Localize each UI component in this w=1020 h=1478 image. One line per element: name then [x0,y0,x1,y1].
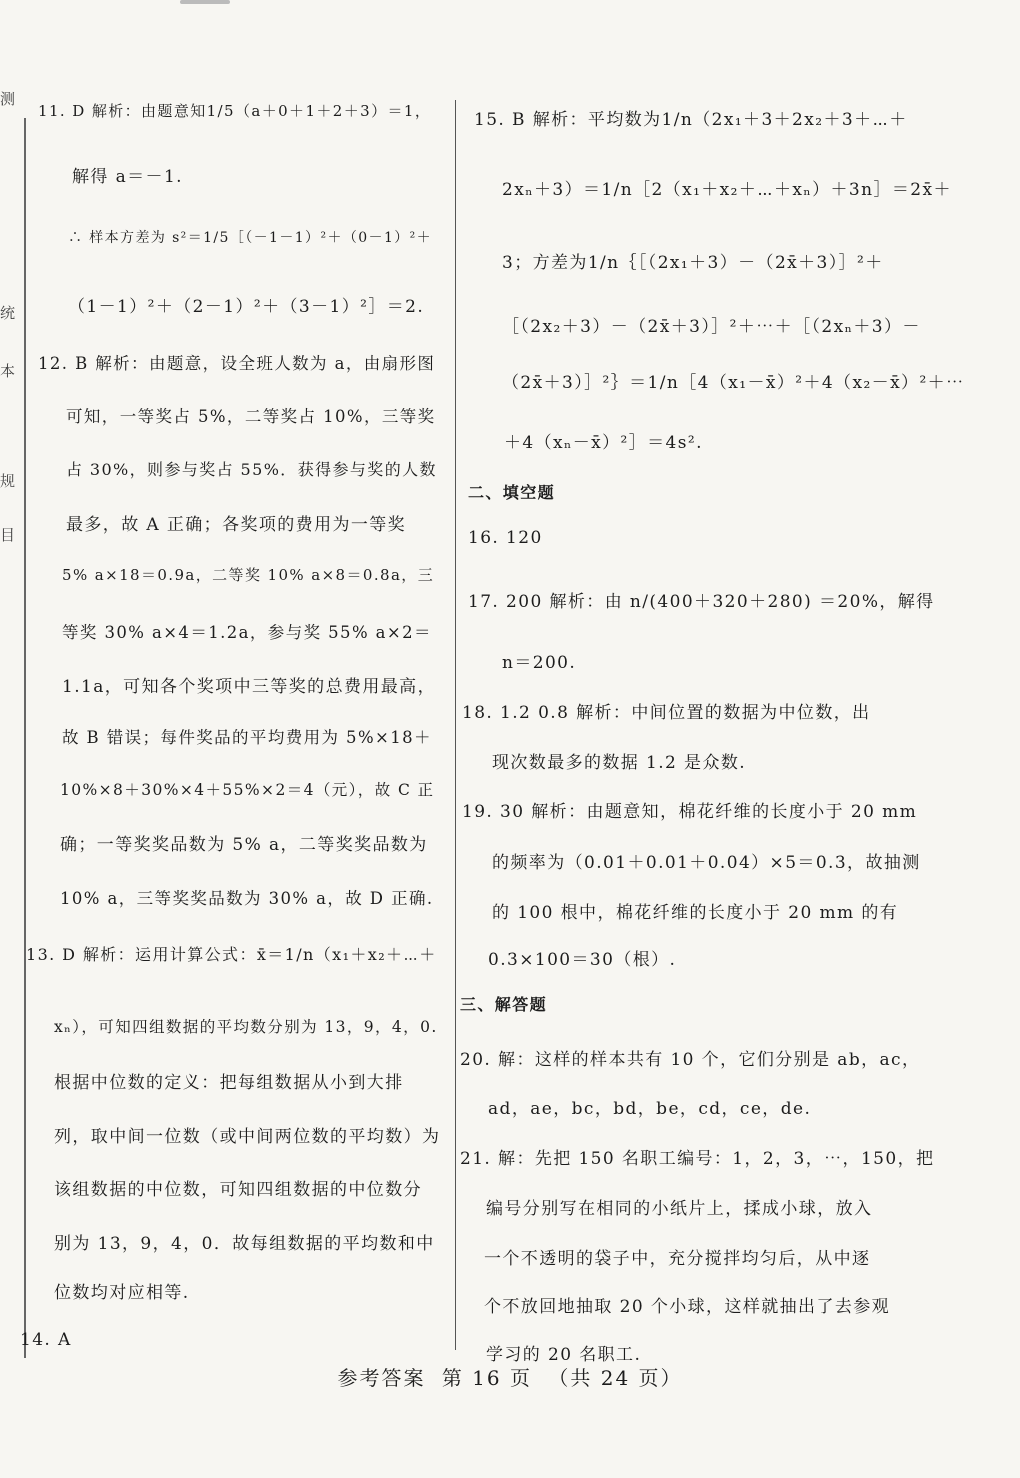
section-heading: 三、解答题 [460,995,548,1014]
text-line: 别为 13，9，4，0．故每组数据的平均数和中 [54,1234,435,1254]
text-line: 12. B 解析：由题意，设全班人数为 a，由扇形图 [38,354,436,373]
text-line: 占 30%，则参与奖占 55%．获得参与奖的人数 [66,460,437,479]
text-line: ［（2x₂＋3）－（2x̄＋3）］²＋⋯＋［（2xₙ＋3）－ [502,317,921,337]
text-line: 18. 1.2 0.8 解析：中间位置的数据为中位数，出 [462,703,871,723]
text-line: 解得 a＝－1. [72,167,183,187]
section-heading: 二、填空题 [468,483,556,502]
text-line: 15. B 解析：平均数为1/n（2x₁＋3＋2x₂＋3＋⋯＋ [474,110,908,130]
text-line: 根据中位数的定义：把每组数据从小到大排 [54,1073,404,1093]
text-line: （1－1）²＋（2－1）²＋（3－1）²］＝2. [68,297,425,317]
text-line: ad，ae，bc，bd，be，cd，ce，de. [488,1099,812,1119]
text-line: 该组数据的中位数，可知四组数据的中位数分 [54,1180,422,1200]
left-edge-margin [0,0,24,1478]
text-line: 5% a×18＝0.9a，二等奖 10% a×8＝0.8a，三 [62,566,435,584]
page-footer [0,1362,1020,1391]
text-line: 学习的 20 名职工. [486,1345,642,1365]
text-line: 13. D 解析：运用计算公式：x̄＝1/n（x₁＋x₂＋⋯＋ [26,945,437,964]
edge-char: 测 [0,90,16,108]
text-line: 一个不透明的袋子中，充分搅拌均匀后，从中逐 [484,1249,871,1269]
text-line: 编号分别写在相同的小纸片上，揉成小球，放入 [486,1199,873,1219]
text-line: 可知，一等奖占 5%，二等奖占 10%，三等奖 [66,407,436,426]
text-line: 现次数最多的数据 1.2 是众数. [492,753,747,773]
footer-page: 第 16 页 [441,1366,532,1390]
text-line: 16. 120 [468,528,543,548]
text-line: 最多，故 A 正确；各奖项的费用为一等奖 [66,515,407,535]
text-line: 等奖 30% a×4＝1.2a，参与奖 55% a×2＝ [62,623,432,642]
text-line: 17. 200 解析：由 n/(400＋320＋280) ＝20%，解得 [468,592,935,612]
text-line: n＝200. [502,653,577,673]
text-line: ＋4（xₙ－x̄）²］＝4s². [504,433,703,453]
text-line: 的频率为（0.01＋0.01＋0.04）×5＝0.3，故抽测 [492,853,921,873]
text-line: 位数均对应相等. [54,1283,190,1303]
text-line: 1.1a，可知各个奖项中三等奖的总费用最高， [62,677,436,697]
edge-char: 本 [0,362,16,380]
edge-char: 规 [0,472,16,490]
text-line: 2xₙ＋3）＝1/n［2（x₁＋x₂＋⋯＋xₙ）＋3n］＝2x̄＋ [502,180,952,200]
text-line: 个不放回地抽取 20 个小球，这样就抽出了去参观 [484,1297,891,1317]
text-line: 3；方差为1/n｛［（2x₁＋3）－（2x̄＋3）］²＋ [502,253,884,273]
text-line: 0.3×100＝30（根）. [488,950,677,970]
text-line: 21. 解：先把 150 名职工编号：1，2，3，⋯，150，把 [460,1149,935,1169]
column-divider [455,100,456,1350]
text-line: 的 100 根中，棉花纤维的长度小于 20 mm 的有 [492,903,899,923]
text-line: ∴ 样本方差为 s²＝1/5［（－1－1）²＋（0－1）²＋ [68,230,433,246]
margin-rule [24,118,26,1358]
text-line: 确；一等奖奖品数为 5% a，二等奖奖品数为 [60,835,428,855]
text-line: 19. 30 解析：由题意知，棉花纤维的长度小于 20 mm [462,802,918,822]
text-line: 列，取中间一位数（或中间两位数的平均数）为 [54,1127,441,1147]
text-line: 14. A [20,1330,72,1350]
text-line: 10% a，三等奖奖品数为 30% a，故 D 正确. [60,889,434,908]
text-line: 故 B 错误；每件奖品的平均费用为 5%×18＋ [62,728,432,747]
edge-char: 统 [0,304,16,322]
scan-smudge [180,0,230,4]
footer-total: （共 24 页） [548,1366,683,1390]
text-line: xₙ），可知四组数据的平均数分别为 13，9，4，0. [54,1018,438,1036]
text-line: （2x̄＋3）］²｝＝1/n［4（x₁－x̄）²＋4（x₂－x̄）²＋⋯ [502,373,965,393]
text-line: 10%×8＋30%×4＋55%×2＝4（元），故 C 正 [60,781,435,799]
edge-char: 目 [0,526,16,544]
footer-label: 参考答案 [337,1366,426,1390]
text-line: 11. D 解析：由题意知1/5（a＋0＋1＋2＋3）＝1， [38,102,432,120]
text-line: 20. 解：这样的样本共有 10 个，它们分别是 ab，ac， [460,1050,921,1070]
